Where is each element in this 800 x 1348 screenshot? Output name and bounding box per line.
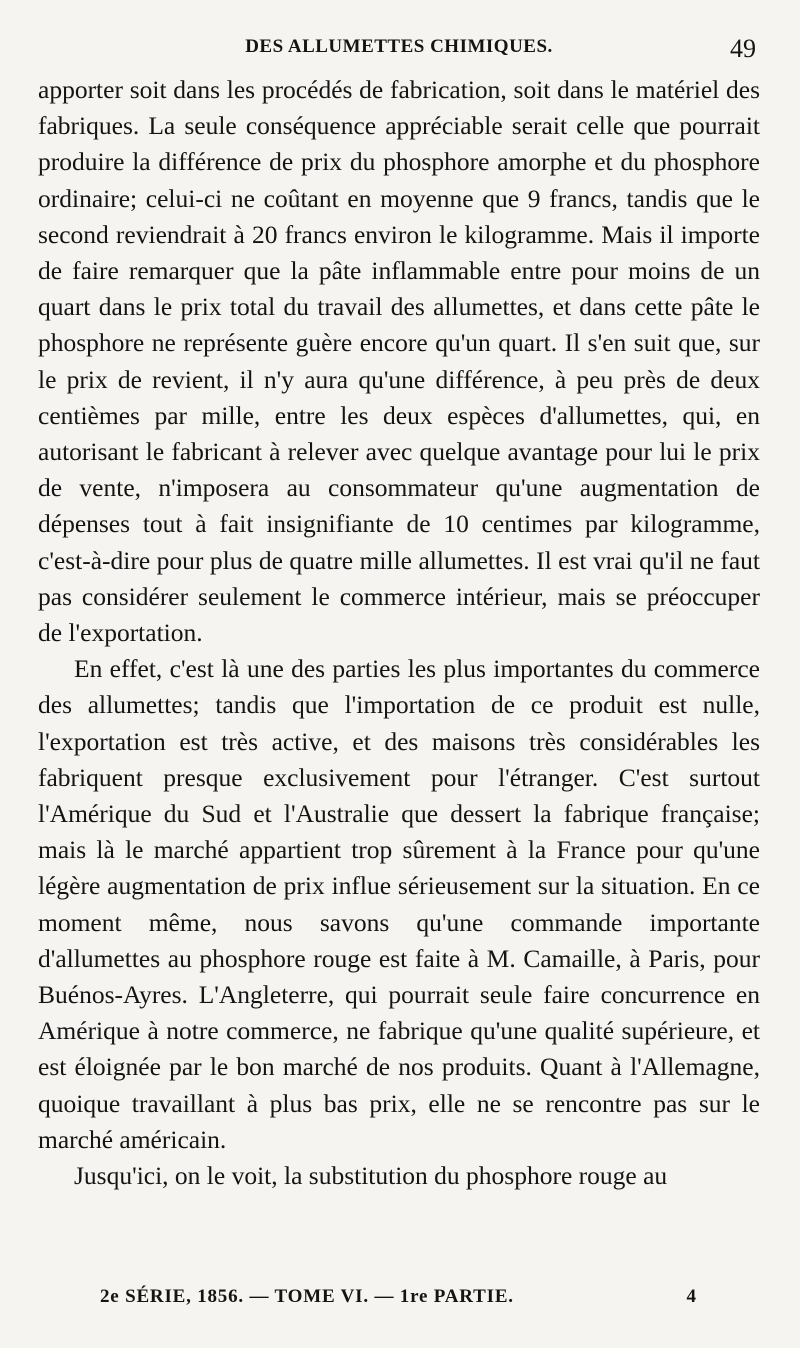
page-number: 49	[730, 34, 756, 63]
paragraph-exportation: En effet, c'est là une des parties les plus importantes du commerce des allumettes; tandis que l'importation de ce produit est nulle, l'exportation est très active, et des maisons très considérables les fabriquent presque exclusivement pour l'étranger. C'est surtout l'Amérique du Sud et l'Australie que dessert la fabrique française; mais là le marché appartient trop sûrement à la France pour qu'une légère augmentation de prix influe sérieusement sur la situation. En ce moment même, nous savons qu'une commande importante d'allumettes au phosphore rouge est faite à M. Camaille, à Paris, pour Buénos-Ayres. L'Angleterre, qui pourrait seule faire concurrence en Amérique à notre commerce, ne fabrique qu'une qualité supérieure, et est éloignée par le bon marché de nos produits. Quant à l'Allemagne, quoique travaillant à plus bas prix, elle ne se rencontre pas sur le marché américain.	[38, 654, 760, 1154]
paragraph-substitution: Jusqu'ici, on le voit, la substitution du phosphore rouge au	[74, 1161, 668, 1191]
running-title: DES ALLUMETTES CHIMIQUES.	[245, 36, 553, 57]
running-head	[38, 34, 760, 64]
signature-footer	[38, 1282, 760, 1312]
signature-line: 2e SÉRIE, 1856. — TOME VI. — 1re PARTIE.	[100, 1286, 514, 1307]
signature-number: 4	[686, 1286, 696, 1307]
body-text	[38, 72, 760, 1194]
paragraph-continuation: apporter soit dans les procédés de fabrication, soit dans le matériel des fabriques. La seule conséquence appréciable serait celle que pourrait produire la différence de prix du phosphore amorphe et du phosphore ordinaire; celui-ci ne coûtant en moyenne que 9 francs, tandis que le second reviendrait à 20 francs environ le kilogramme. Mais il importe de faire remarquer que la pâte inflammable entre pour moins de un quart dans le prix total du travail des allumettes, et dans cette pâte le phosphore ne représente guère encore qu'un quart. Il s'en suit que, sur le prix de revient, il n'y aura qu'une différence, à peu près de deux centièmes par mille, entre les deux espèces d'allumettes, qui, en autorisant le fabricant à relever avec quelque avantage pour lui le prix de vente, n'imposera au consommateur qu'une augmentation de dépenses tout à fait insignifiante de 10 centimes par kilogramme, c'est-à-dire pour plus de quatre mille allumettes. Il est vrai qu'il ne faut pas considérer seulement le commerce intérieur, mais se préoccuper de l'exportation.	[38, 75, 760, 648]
